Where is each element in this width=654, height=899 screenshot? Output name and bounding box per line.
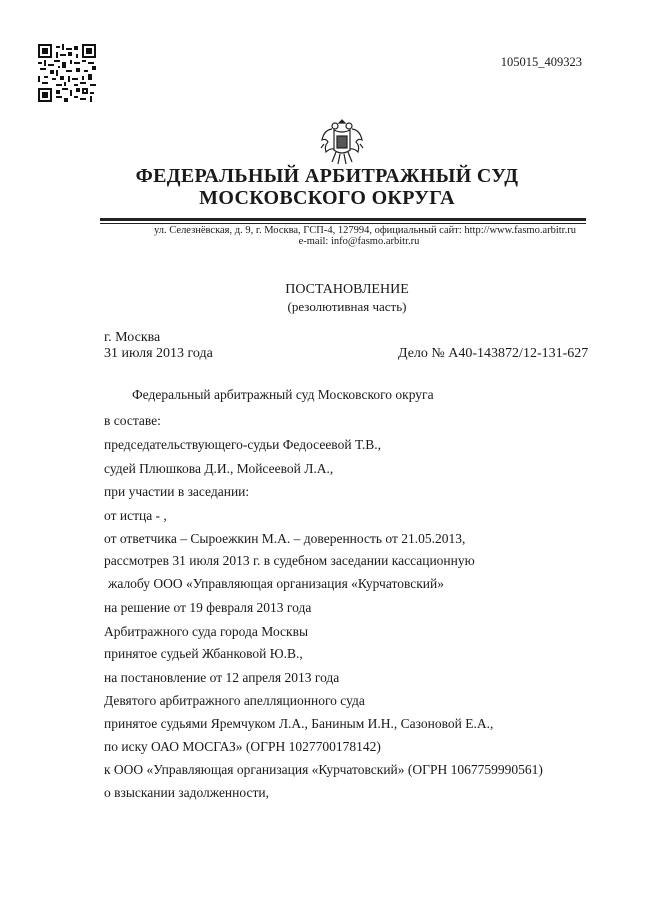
body-line: Девятого арбитражного апелляционного суда [104, 693, 365, 708]
body-line: по иску ОАО МОСГАЗ» (ОГРН 1027700178142) [104, 739, 381, 754]
court-name-line2: МОСКОВСКОГО ОКРУГА [199, 187, 455, 209]
body-line: на решение от 19 февраля 2013 года [104, 600, 312, 615]
body-line: при участии в заседании: [104, 484, 250, 499]
coat-of-arms-icon [318, 116, 366, 168]
header-rule-thin [100, 223, 586, 224]
header-rule-thick [100, 218, 586, 221]
body-line: о взыскании задолженности, [104, 785, 269, 800]
place: г. Москва [104, 330, 161, 345]
qr-code [38, 44, 96, 102]
body-line: председательствующего-судьи Федосеевой Т.В., [104, 437, 381, 452]
court-email: e-mail: info@fasmo.arbitr.ru [298, 236, 420, 247]
decision-date: 31 июля 2013 года [104, 346, 213, 361]
document-id: 105015_409323 [500, 55, 582, 69]
body-line: судей Плюшкова Д.И., Мойсеевой Л.А., [104, 461, 334, 476]
body-line: рассмотрев 31 июля 2013 г. в судебном заседании кассационную [104, 553, 475, 568]
document-title: ПОСТАНОВЛЕНИЕ [285, 282, 409, 297]
body-line: жалобу ООО «Управляющая организация «Курчатовский» [108, 576, 445, 591]
body-line: в составе: [104, 413, 161, 428]
case-number: Дело № А40-143872/12-131-627 [398, 346, 589, 361]
body-line: Федеральный арбитражный суд Московского округа [132, 387, 434, 402]
body-line: от истца - , [104, 508, 167, 523]
body-line: на постановление от 12 апреля 2013 года [104, 670, 340, 685]
body-line: принятое судьями Яремчуком Л.А., Баниным И.Н., Сазоновой Е.А., [104, 716, 494, 731]
body-line: принятое судьей Жбанковой Ю.В., [104, 646, 303, 661]
court-name-line1: ФЕДЕРАЛЬНЫЙ АРБИТРАЖНЫЙ СУД [135, 165, 519, 187]
body-line: от ответчика – Сыроежкин М.А. – доверенность от 21.05.2013, [104, 531, 466, 546]
document-subtitle: (резолютивная часть) [287, 299, 407, 314]
court-address: ул. Селезнёвская, д. 9, г. Москва, ГСП-4, 127994, официальный сайт: http://www.fasmo.arbitr.ru [154, 225, 576, 236]
body-line: к ООО «Управляющая организация «Курчатовский» (ОГРН 1067759990561) [104, 762, 543, 777]
body-line: Арбитражного суда города Москвы [104, 624, 309, 639]
